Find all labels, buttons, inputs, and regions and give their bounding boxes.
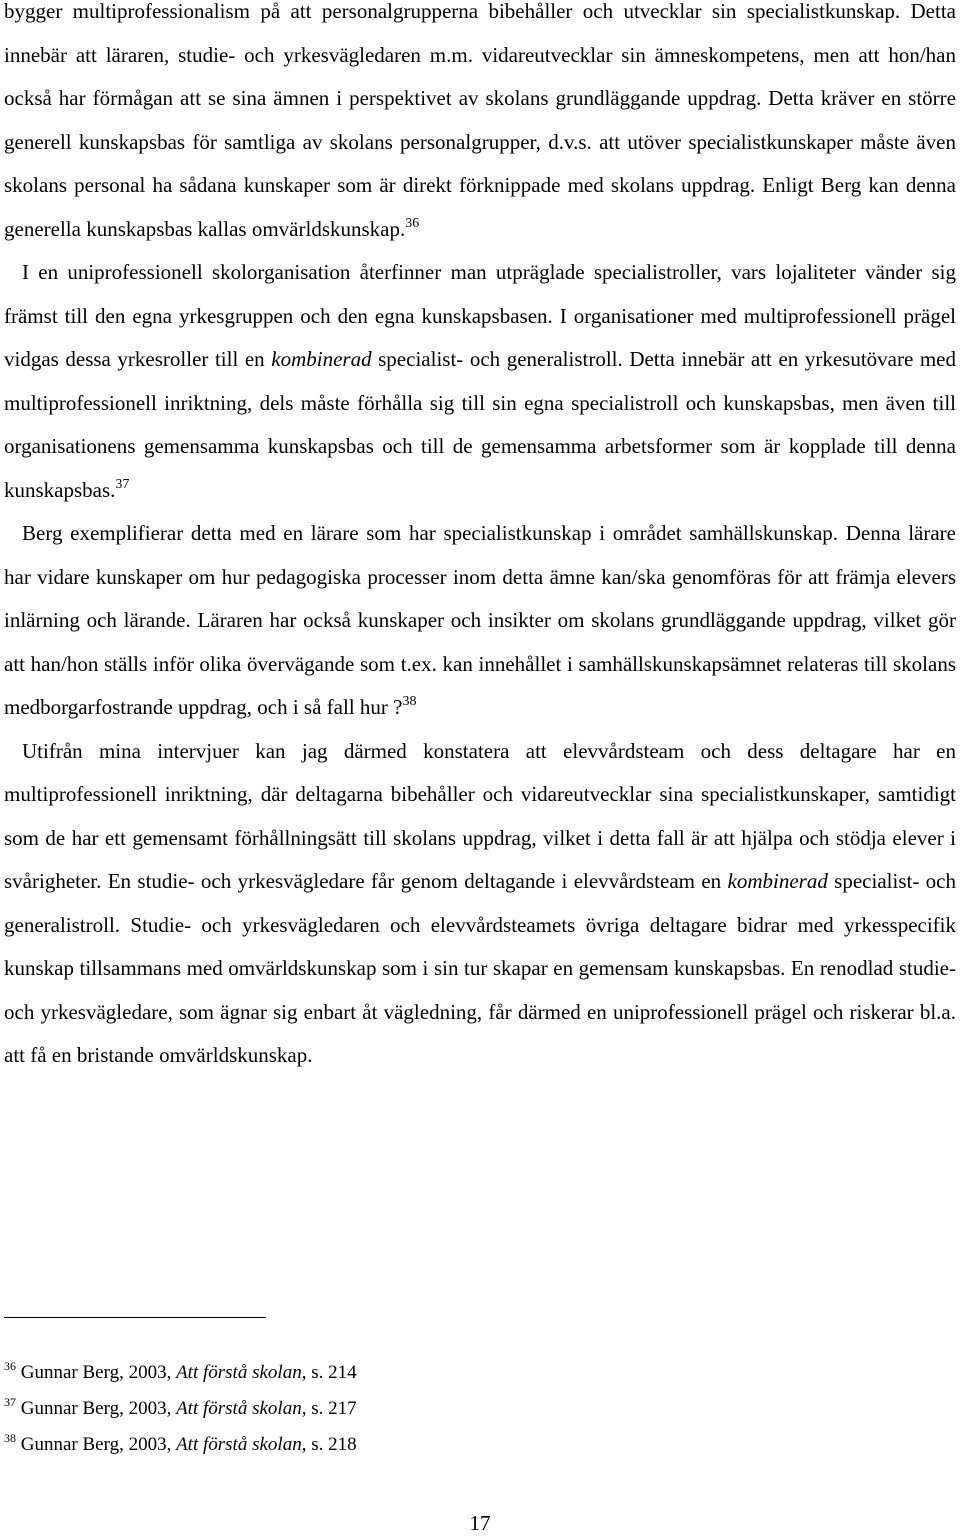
footnote-number: 36 bbox=[4, 1359, 16, 1373]
paragraph-1 bbox=[4, 0, 956, 251]
footnote-number: 37 bbox=[4, 1395, 16, 1409]
footnote-number: 38 bbox=[4, 1431, 16, 1445]
footnote-text: Gunnar Berg, 2003, bbox=[20, 1362, 177, 1383]
paragraph-3 bbox=[4, 512, 956, 730]
paragraph-3-text: Berg exemplifierar detta med en lärare som har specialistkunskap i området samhällskunskap. Denna lärare har vidare kunskaper om hur pedagogiska processer inom detta ämne kan/ska genomföras för att främja elevers inlärning och lärande. Läraren har också kunskaper och insikter om skolans grundläggande uppdrag, vilket gör att han/hon ställs inför olika övervägande som t.ex. kan innehållet i samhällskunskapsämnet relateras till skolans medborgarfostrande uppdrag, och i så fall hur ? bbox=[4, 521, 956, 719]
footnote-text: Gunnar Berg, 2003, bbox=[20, 1398, 177, 1419]
footnote-separator bbox=[4, 1317, 266, 1318]
paragraph-2 bbox=[4, 251, 956, 512]
paragraph-2-text-start: I en uniprofessionell skolorganisation återfinner man utpräglade specialistroller, vars lojaliteter vänder sig främst till den egna yrkesgruppen och den egna kunskapsbasen. I organisationer med multiprofessionell prägel vidgas dessa yrkesroller till en bbox=[4, 260, 956, 371]
footnote-36 bbox=[4, 1355, 704, 1391]
paragraph-4-emphasis: kombinerad bbox=[727, 869, 828, 893]
footnote-page: , s. 218 bbox=[301, 1434, 357, 1455]
footnote-page: , s. 217 bbox=[301, 1398, 357, 1419]
page-number: 17 bbox=[469, 1511, 491, 1535]
footnote-ref-37: 37 bbox=[115, 476, 130, 492]
paragraph-2-text-end: specialist- och generalistroll. Detta innebär att en yrkesutövare med multiprofessionell inriktning, dels måste förhålla sig till sin egna specialistroll och kunskapsbas, men även till organisationens gemensamma kunskapsbas och till de gemensamma arbetsformer som är kopplade till denna kunskapsbas. bbox=[4, 347, 956, 502]
paragraph-1-text: bygger multiprofessionalism på att personalgrupperna bibehåller och utvecklar sin specialistkunskap. Detta innebär att läraren, studie- och yrkesvägledaren m.m. vidareutvecklar sin ämneskompetens, men att hon/han också har förmågan att se sina ämnen i perspektivet av skolans grundläggande uppdrag. Detta kräver en större generell kunskapsbas för samtliga av skolans personalgrupper, d.v.s. att utöver specialistkunskaper måste även skolans personal ha sådana kunskaper som är direkt förknippade med skolans uppdrag. Enligt Berg kan denna generella kunskapsbas kallas omvärldskunskap. bbox=[4, 0, 956, 241]
paragraph-4 bbox=[4, 730, 956, 1078]
paragraph-2-emphasis: kombinerad bbox=[271, 347, 372, 371]
footnote-page: , s. 214 bbox=[301, 1362, 357, 1383]
paragraph-4-text-start: Utifrån mina intervjuer kan jag därmed konstatera att elevvårdsteam och dess deltagare har en multiprofessionell inriktning, där deltagarna bibehåller och vidareutvecklar sina specialistkunskaper, samtidigt som de har ett gemensamt förhållningsätt till skolans uppdrag, vilket i detta fall är att hjälpa och stödja elever i svårigheter. En studie- och yrkesvägledare får genom deltagande i elevvårdsteam en bbox=[4, 738, 956, 893]
paragraph-4-text-end: specialist- och generalistroll. Studie- och yrkesvägledaren och elevvårdsteamets övriga deltagare bidrar med yrkesspecifik kunskap tillsammans med omvärldskunskap som i sin tur skapar en gemensam kunskapsbas. En renodlad studie- och yrkesvägledare, som ägnar sig enbart åt vägledning, får därmed en uniprofessionell prägel och riskerar bl.a. att få en bristande omvärldskunskap. bbox=[4, 869, 956, 1067]
footnote-title: Att förstå skolan bbox=[176, 1362, 302, 1383]
footnote-ref-38: 38 bbox=[402, 694, 417, 709]
page-body bbox=[4, 0, 956, 1078]
footnote-title: Att förstå skolan bbox=[176, 1398, 302, 1419]
footnotes bbox=[4, 1355, 704, 1463]
footnote-38 bbox=[4, 1427, 704, 1463]
footnote-text: Gunnar Berg, 2003, bbox=[20, 1434, 177, 1455]
footnote-title: Att förstå skolan bbox=[176, 1434, 302, 1455]
footnote-37 bbox=[4, 1391, 704, 1427]
footnote-ref-36: 36 bbox=[405, 215, 420, 231]
